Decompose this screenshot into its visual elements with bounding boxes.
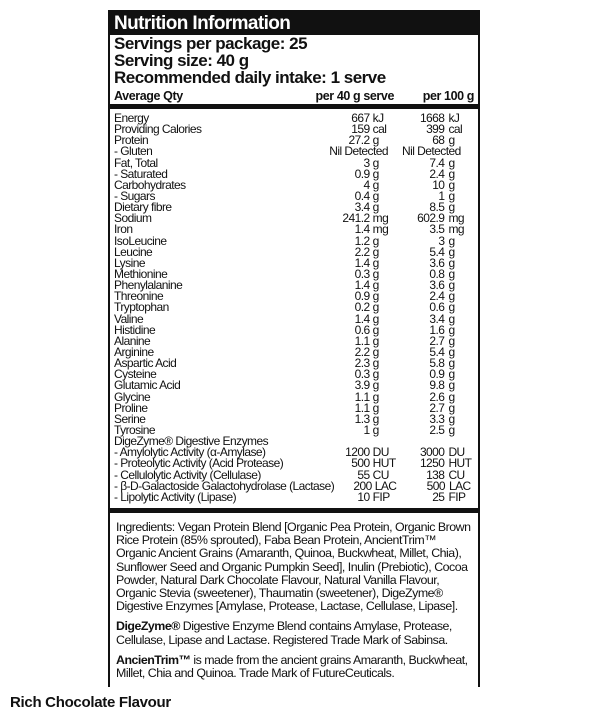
unit-per-serve: g xyxy=(372,289,379,304)
unit-per-serve: g xyxy=(372,422,379,437)
column-qty: Average Qty xyxy=(114,89,183,103)
nutrient-name: Phenylalanine xyxy=(114,278,183,293)
table-row xyxy=(114,389,474,404)
unit-per-serve: g xyxy=(372,333,379,348)
table-row xyxy=(114,302,474,313)
unit-per-serve: g xyxy=(372,233,379,248)
value-per-serve: 1.2 xyxy=(354,233,370,248)
value-per-100g: 3.6 xyxy=(429,255,445,270)
unit-per-serve: cal xyxy=(372,122,387,137)
nutrient-name: Proline xyxy=(114,400,148,415)
value-per-serve: 3.9 xyxy=(354,378,370,393)
unit-per-serve: g xyxy=(372,411,379,426)
value-per-serve: 1.4 xyxy=(354,311,370,326)
nutrient-name: Methionine xyxy=(114,266,168,281)
unit-per-serve: g xyxy=(372,278,379,293)
digezyme-note xyxy=(116,620,472,646)
value-per-100g: 5.4 xyxy=(429,344,445,359)
value-per-100g: 3.5 xyxy=(429,222,445,237)
nutrient-name: Serine xyxy=(114,411,146,426)
value-per-serve: 0.2 xyxy=(354,300,370,315)
nutrient-name: Energy xyxy=(114,111,149,125)
unit-per-serve: mg xyxy=(372,222,389,237)
value-per-100g: 9.8 xyxy=(429,378,445,393)
unit-per-100g: DU xyxy=(448,445,465,460)
unit-per-serve: g xyxy=(372,244,379,259)
nutrient-name: Sodium xyxy=(114,211,152,226)
unit-per-100g: g xyxy=(448,266,455,281)
value-per-serve: 1.1 xyxy=(354,333,370,348)
value-per-serve: 2.3 xyxy=(354,356,370,371)
ancientrim-text: is made from the ancient grains Amaranth, Buckwheat, Millet, Chia and Quinoa. Trade Mark of FutureCeuticals. xyxy=(116,652,468,680)
unit-per-serve: g xyxy=(372,200,379,215)
unit-per-serve: g xyxy=(372,155,379,170)
nutrient-name: - Gluten xyxy=(114,144,153,159)
unit-per-100g: FIP xyxy=(448,489,466,504)
table-row xyxy=(114,177,474,192)
unit-per-serve: g xyxy=(372,188,379,203)
value-per-serve: 1.1 xyxy=(354,400,370,415)
unit-per-serve: g xyxy=(372,300,379,315)
nutrient-name: IsoLeucine xyxy=(114,233,167,248)
unit-per-serve: g xyxy=(372,266,379,281)
unit-per-100g: g xyxy=(448,233,455,248)
table-row xyxy=(114,146,474,157)
value-per-100g: 0.6 xyxy=(429,300,445,315)
nutrient-name: - Saturated xyxy=(114,166,168,181)
unit-per-serve: g xyxy=(372,378,379,393)
value-per-serve: 500 xyxy=(351,456,370,471)
column-per-100g: per 100 g xyxy=(422,89,474,103)
value-per-100g: 5.4 xyxy=(429,244,445,259)
table-row xyxy=(114,244,474,259)
value-per-100g: 2.7 xyxy=(429,333,445,348)
value-per-100g: 138 xyxy=(426,467,445,482)
value-per-serve: 2.2 xyxy=(354,244,370,259)
digezyme-text: Digestive Enzyme Blend contains Amylase, Protease, Cellulase, Lipase and Lactase. Registered Trade Mark of Sabinsa. xyxy=(116,619,452,647)
nutrient-name: Alanine xyxy=(114,333,151,348)
table-row xyxy=(114,233,474,248)
unit-per-100g: LAC xyxy=(448,478,471,493)
column-per-serve: per 40 g serve xyxy=(315,89,394,103)
value-per-serve: 1.1 xyxy=(354,389,370,404)
digezyme-brand: DigeZyme® xyxy=(116,619,180,634)
unit-per-serve: LAC xyxy=(374,478,397,493)
nutrient-name: Tryptophan xyxy=(114,300,169,315)
value-per-100g: 25 xyxy=(432,489,445,504)
unit-per-100g: HUT xyxy=(448,456,472,471)
unit-per-100g: g xyxy=(448,422,455,437)
flavour-label: Rich Chocolate Flavour xyxy=(10,694,171,711)
table-row xyxy=(114,411,474,426)
value-per-serve: 1.4 xyxy=(354,222,370,237)
value-per-serve: 200 xyxy=(353,478,372,493)
nutrient-name: Cysteine xyxy=(114,367,157,382)
serving-size: Serving size: 40 g xyxy=(114,51,249,70)
unit-per-serve: g xyxy=(372,344,379,359)
table-row xyxy=(114,124,474,135)
value-per-100g: 500 xyxy=(426,478,445,493)
value-per-100g: 10 xyxy=(432,177,445,192)
unit-per-100g: g xyxy=(448,322,455,337)
unit-per-serve: CU xyxy=(372,467,389,482)
unit-per-serve: HUT xyxy=(372,456,396,471)
nutrient-name: Glutamic Acid xyxy=(114,378,181,393)
table-row xyxy=(114,400,474,415)
value-per-100g: 1668 xyxy=(419,111,445,125)
nutrient-name: - Sugars xyxy=(114,188,155,203)
value-per-100g: 1.6 xyxy=(429,322,445,337)
value-per-serve: 159 xyxy=(351,122,370,137)
nutrient-name: - β-D-Galactoside Galactohydrolase (Lactase) xyxy=(114,478,335,493)
value-per-serve: 1.4 xyxy=(354,278,370,293)
value-per-serve: 0.4 xyxy=(354,188,370,203)
unit-per-serve: mg xyxy=(372,211,389,226)
table-row xyxy=(114,213,474,224)
servings-per-package: Servings per package: 25 xyxy=(114,34,308,53)
unit-per-serve: g xyxy=(372,389,379,404)
value-per-serve: 1200 xyxy=(345,445,370,460)
value-per-100g: 7.4 xyxy=(429,155,445,170)
unit-per-serve: g xyxy=(372,311,379,326)
unit-per-100g: g xyxy=(448,278,455,293)
nutrient-name: DigeZyme® Digestive Enzymes xyxy=(114,434,269,449)
table-row xyxy=(114,333,474,348)
nutrient-name: - Proteolytic Activity (Acid Protease) xyxy=(114,456,284,471)
nutrient-name: Glycine xyxy=(114,389,151,404)
unit-per-100g: g xyxy=(448,155,455,170)
unit-per-100g: CU xyxy=(448,467,465,482)
table-row xyxy=(114,322,474,337)
table-row xyxy=(114,255,474,270)
unit-per-serve: g xyxy=(372,255,379,270)
unit-per-serve: g xyxy=(372,166,379,181)
ingredients-text: Ingredients: Vegan Protein Blend [Organic Pea Protein, Organic Brown Rice Protein (85% sprouted), Faba Bean Protein, AncientTrim™ Organic Ancient Grains (Amaranth, Quinoa, Buckwheat, Millet, Chia), Sunflower Seed and Organic Pumpkin Seed], Inulin (Prebiotic), Cocoa Powder, Natural Dark Chocolate Flavour, Natural Vanilla Flavour, Organic Stevia (sweetener), Thaumatin (sweetener), DigeZyme® Digestive Enzymes [Amylase, Protease, Lactase, Cellulase, Lipase]. xyxy=(116,519,471,614)
nutrient-name: - Cellulolytic Activity (Cellulase) xyxy=(114,467,261,482)
nutrient-name: Fat, Total xyxy=(114,155,158,170)
unit-per-serve: g xyxy=(372,322,379,337)
value-per-100g: 2.7 xyxy=(429,400,445,415)
value-per-serve: 4 xyxy=(363,177,370,192)
table-row xyxy=(114,280,474,291)
unit-per-100g: g xyxy=(448,244,455,259)
value-per-serve: 1.3 xyxy=(354,411,370,426)
nutrient-name: Arginine xyxy=(114,344,154,359)
value-per-100g: 5.8 xyxy=(429,356,445,371)
value-per-100g: 2.4 xyxy=(429,289,445,304)
unit-per-100g: g xyxy=(448,378,455,393)
nutrient-name: Tyrosine xyxy=(114,422,155,437)
nutrient-name: Lysine xyxy=(114,255,145,270)
value-per-100g: Nil Detected xyxy=(402,144,461,159)
value-per-serve: 27.2 xyxy=(348,133,370,148)
value-per-100g: 3000 xyxy=(419,445,445,460)
unit-per-100g: mg xyxy=(448,222,465,237)
value-per-serve: 10 xyxy=(357,489,370,504)
value-per-100g: 0.9 xyxy=(429,367,445,382)
unit-per-100g: g xyxy=(448,356,455,371)
value-per-serve: 0.3 xyxy=(354,367,370,382)
value-per-100g: 3.3 xyxy=(429,411,445,426)
unit-per-serve: DU xyxy=(372,445,389,460)
value-per-serve: 1.4 xyxy=(354,255,370,270)
unit-per-serve: g xyxy=(372,367,379,382)
value-per-serve: 0.3 xyxy=(354,266,370,281)
value-per-100g: 2.4 xyxy=(429,166,445,181)
unit-per-100g: g xyxy=(448,166,455,181)
unit-per-100g: g xyxy=(448,133,455,148)
ingredients-block xyxy=(110,513,478,680)
unit-per-serve: g xyxy=(372,133,379,148)
unit-per-100g: g xyxy=(448,344,455,359)
nutrient-name: Iron xyxy=(114,222,133,237)
value-per-100g: 3.6 xyxy=(429,278,445,293)
unit-per-100g: g xyxy=(448,188,455,203)
panel-title: Nutrition Information xyxy=(110,12,478,35)
value-per-100g: 68 xyxy=(432,133,445,148)
nutrition-panel xyxy=(108,10,480,687)
nutrient-name: Carbohydrates xyxy=(114,177,186,192)
unit-per-100g: g xyxy=(448,300,455,315)
value-per-100g: 1250 xyxy=(419,456,445,471)
column-header xyxy=(110,88,478,109)
nutrient-name: Leucine xyxy=(114,244,153,259)
value-per-100g: 2.6 xyxy=(429,389,445,404)
unit-per-100g: g xyxy=(448,255,455,270)
unit-per-serve: g xyxy=(372,356,379,371)
nutrient-name: Threonine xyxy=(114,289,164,304)
table-row xyxy=(114,380,474,391)
nutrient-name: Dietary fibre xyxy=(114,200,172,215)
serving-info xyxy=(110,35,478,86)
table-row xyxy=(114,358,474,369)
unit-per-100g: cal xyxy=(448,122,463,137)
unit-per-serve: FIP xyxy=(372,489,390,504)
value-per-100g: 3 xyxy=(438,233,445,248)
value-per-100g: 8.5 xyxy=(429,200,445,215)
value-per-100g: 602.9 xyxy=(417,211,445,226)
nutrient-table xyxy=(110,109,478,503)
unit-per-serve: g xyxy=(372,400,379,415)
unit-per-serve: g xyxy=(372,177,379,192)
table-row xyxy=(114,489,474,504)
value-per-serve: 2.2 xyxy=(354,344,370,359)
table-row xyxy=(114,311,474,326)
unit-per-100g: kJ xyxy=(448,111,460,125)
value-per-serve: 3 xyxy=(363,155,370,170)
unit-per-100g: g xyxy=(448,333,455,348)
unit-per-100g: g xyxy=(448,367,455,382)
value-per-100g: 2.5 xyxy=(429,422,445,437)
table-row xyxy=(114,224,474,235)
unit-per-100g: g xyxy=(448,400,455,415)
value-per-serve: 0.9 xyxy=(354,166,370,181)
unit-per-100g: g xyxy=(448,311,455,326)
ancientrim-note xyxy=(116,654,472,680)
value-per-serve: 55 xyxy=(357,467,370,482)
unit-per-100g: g xyxy=(448,289,455,304)
table-row xyxy=(114,155,474,170)
value-per-serve: Nil Detected xyxy=(329,144,388,159)
nutrient-name: Histidine xyxy=(114,322,156,337)
value-per-100g: 0.8 xyxy=(429,266,445,281)
nutrient-name: - Lipolytic Activity (Lipase) xyxy=(114,489,237,504)
nutrient-name: Aspartic Acid xyxy=(114,356,177,371)
unit-per-100g: g xyxy=(448,177,455,192)
value-per-100g: 399 xyxy=(426,122,445,137)
nutrient-name: Valine xyxy=(114,311,144,326)
unit-per-100g: g xyxy=(448,200,455,215)
ancientrim-brand: AncienTrim™ xyxy=(116,652,191,667)
unit-per-serve: kJ xyxy=(372,111,384,125)
nutrient-name: - Amylolytic Activity (α-Amylase) xyxy=(114,445,266,460)
value-per-100g: 1 xyxy=(438,188,445,203)
value-per-serve: 0.6 xyxy=(354,322,370,337)
value-per-serve: 3.4 xyxy=(354,200,370,215)
value-per-serve: 241.2 xyxy=(342,211,370,226)
nutrient-name: Providing Calories xyxy=(114,122,202,137)
unit-per-100g: g xyxy=(448,411,455,426)
value-per-100g: 3.4 xyxy=(429,311,445,326)
value-per-serve: 1 xyxy=(363,422,370,437)
unit-per-100g: g xyxy=(448,389,455,404)
unit-per-100g: mg xyxy=(448,211,465,226)
value-per-serve: 667 xyxy=(351,111,370,125)
nutrient-name: Protein xyxy=(114,133,149,148)
value-per-serve: 0.9 xyxy=(354,289,370,304)
recommended-intake: Recommended daily intake: 1 serve xyxy=(114,68,386,87)
